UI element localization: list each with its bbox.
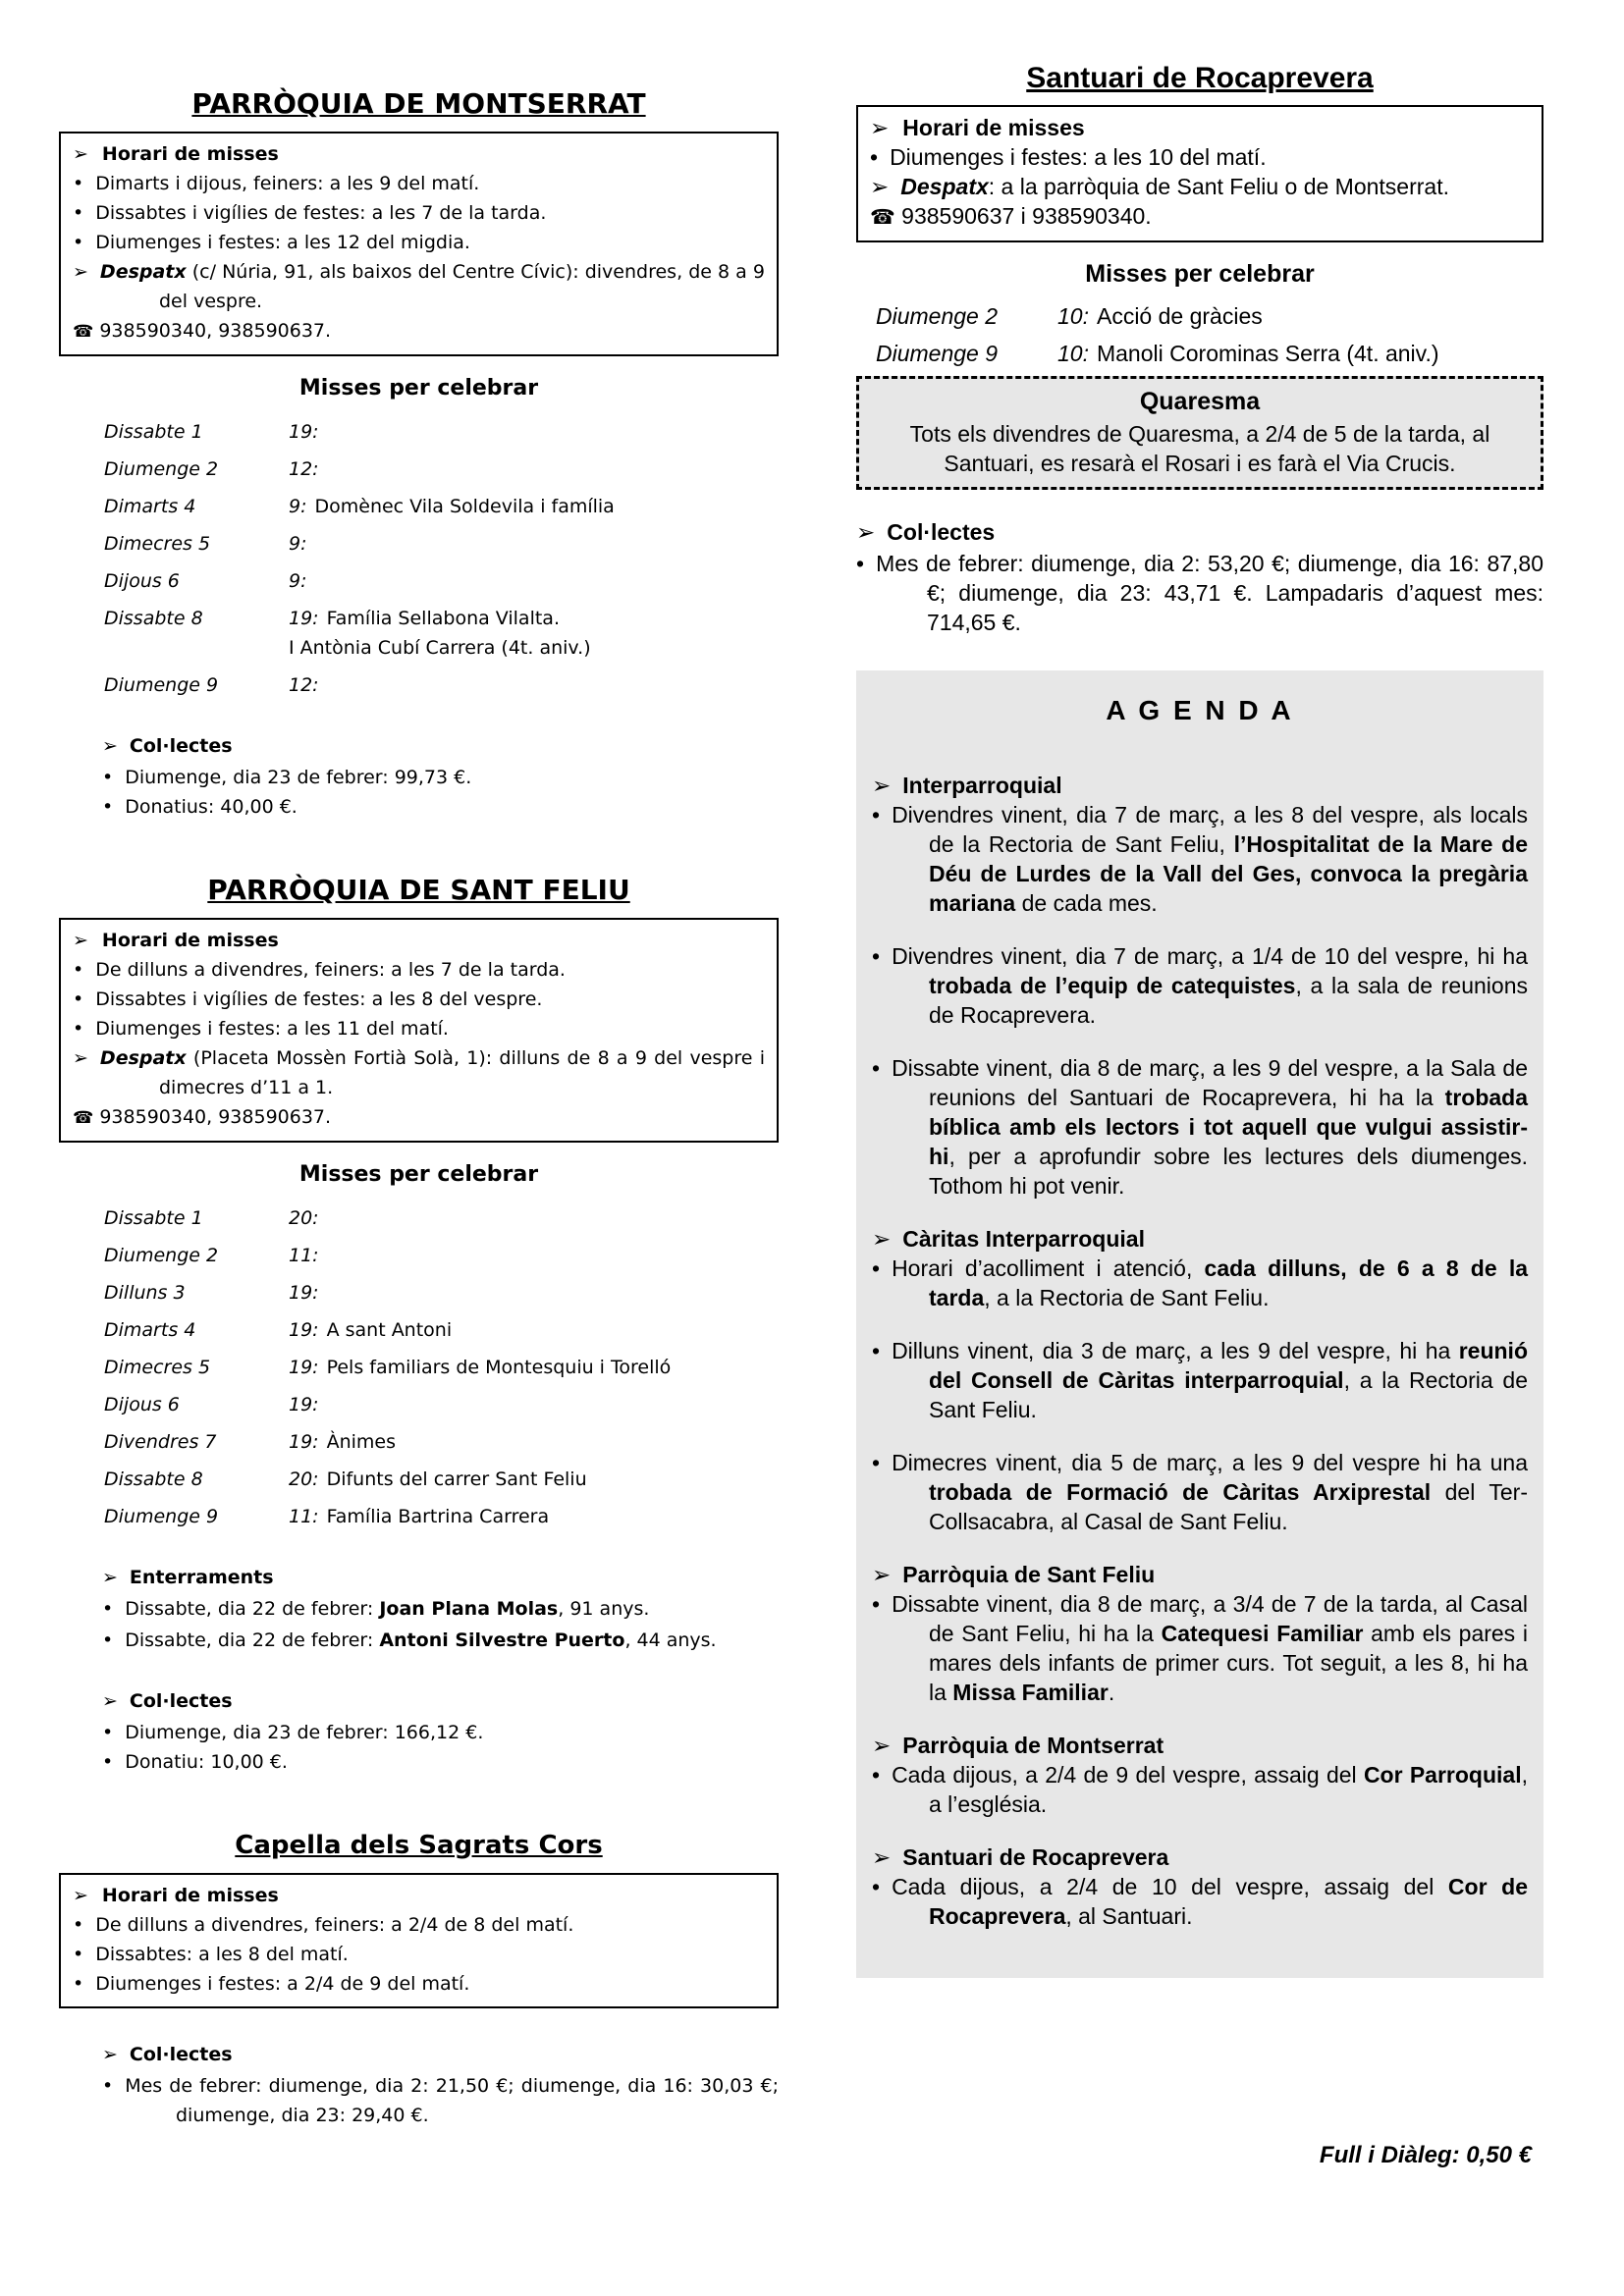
arrowhead-icon: ➢ [102,1690,118,1712]
collectes-section-sant-feliu [102,1686,779,1777]
horari-heading: Horari de misses [101,1885,279,1906]
mass-time: 20: [289,1207,319,1229]
horari-heading-line [73,139,765,169]
phone-line [870,201,1530,233]
agenda-item [872,1254,1528,1312]
mass-time: 19: [289,1431,319,1453]
left-column [59,84,779,2130]
mass-entry: 19: Família Sellabona Vilalta. I Antònia Cubí Carrera (4t. aniv.) [289,608,591,659]
section-parroquia-montserrat [59,84,779,822]
mass-day: Dissabte 1 [104,421,203,443]
agenda-item [872,1872,1528,1931]
bullet-icon: • [73,1018,84,1040]
mass-day: Dimarts 4 [104,496,196,517]
despatx-line [870,172,1530,201]
list-item [73,1014,765,1043]
arrowhead-icon: ➢ [856,519,876,545]
agenda-group-heading [872,1842,1528,1872]
mass-entry [289,454,779,484]
collectes-heading-line [102,1686,779,1716]
list-item-text: Dissabtes i vigílies de festes: a les 7 de la tarda. [95,202,547,224]
mass-time: 9: [289,533,307,555]
bullet-icon: • [102,1629,114,1651]
agenda-item [872,1589,1528,1707]
list-item-text: Diumenges i festes: a 2/4 de 9 del matí. [95,1973,470,1995]
mass-time: 9: [289,496,307,517]
mass-day: Dissabte 8 [104,1468,203,1490]
horari-heading: Horari de misses [101,930,279,951]
horari-heading-line [73,1881,765,1910]
collectes-section-rocaprevera [856,517,1543,637]
mass-row [104,1241,779,1270]
enterraments-heading-line [102,1563,779,1592]
list-item [102,1718,779,1747]
arrowhead-icon: ➢ [73,930,88,951]
collectes-list [102,763,779,822]
quaresma-box [856,376,1543,490]
arrowhead-icon: ➢ [872,1562,892,1587]
bullet-icon: • [872,1450,881,1475]
list-item [73,1940,765,1969]
list-item-text: De dilluns a divendres, feiners: a 2/4 de 8 del matí. [95,1914,574,1936]
list-item-text: Diumenges i festes: a les 11 del matí. [95,1018,449,1040]
mass-row [876,301,1543,331]
mass-entry [289,1203,779,1233]
mass-day: Dissabte 1 [104,1207,203,1229]
section-santuari-rocaprevera [856,59,1543,368]
collectes-heading-line [102,2040,779,2069]
agenda-item-text: Horari d’acolliment i atenció, cada dilluns, de 6 a 8 de la tarda, a la Rectoria de Sant Feliu. [892,1255,1528,1310]
list-item-text: Mes de febrer: diumenge, dia 2: 21,50 €; diumenge, dia 16: 30,03 €; diumenge, dia 23: 29,40 €. [125,2075,779,2126]
bullet-icon: • [102,2075,114,2097]
list-item [102,2071,779,2130]
bullet-icon: • [73,1944,84,1965]
mass-day: Dilluns 3 [104,1282,186,1304]
mass-day: Divendres 7 [104,1431,217,1453]
horari-list [73,955,765,1043]
mass-entry [289,1278,779,1308]
mass-time: 9: [289,570,307,592]
despatx-line [73,1043,765,1102]
horari-heading: Horari de misses [101,143,279,165]
agenda-item [872,1760,1528,1819]
arrowhead-icon: ➢ [102,735,118,757]
mass-entry: 20: Difunts del carrer Sant Feliu [289,1468,587,1490]
list-item [102,1747,779,1777]
list-item-text: Dissabte, dia 22 de febrer: Joan Plana Molas, 91 anys. [125,1598,650,1620]
quaresma-title: Quaresma [1139,388,1261,415]
mass-row [104,1203,779,1233]
bullet-icon: • [73,202,84,224]
collectes-heading: Col·lectes [887,519,996,545]
mass-day: Diumenge 9 [104,1506,219,1527]
list-item [73,169,765,198]
agenda-group-title: Parròquia de Sant Feliu [902,1562,1156,1587]
enterraments-list [102,1594,779,1655]
arrowhead-icon: ➢ [872,1226,892,1252]
list-item-text: Diumenges i festes: a les 10 del matí. [890,144,1267,170]
list-item-text: Dissabtes: a les 8 del matí. [95,1944,349,1965]
agenda-item-text: Dimecres vinent, dia 5 de març, a les 9 del vespre hi ha una trobada de Formació de Càritas Arxiprestal del Ter-Collsacabra, al Casal de Sant Feliu. [892,1450,1528,1534]
mass-row [104,1278,779,1308]
phone-icon: ☎ [73,322,94,342]
mass-time: 11: [289,1245,319,1266]
horari-box-montserrat [59,132,779,356]
collectes-heading-line [856,517,1543,547]
list-item-text: De dilluns a divendres, feiners: a les 7 de la tarda. [95,959,566,981]
collectes-list [102,2071,779,2130]
mass-row [104,1315,779,1345]
phone-numbers: 938590637 i 938590340. [901,203,1152,229]
mass-row [104,454,779,484]
section-title-capella: Capella dels Sagrats Cors [235,1831,603,1860]
list-item-text: Diumenge, dia 23 de febrer: 166,12 €. [125,1722,484,1743]
bullet-icon: • [872,802,881,828]
mass-day: Dissabte 8 [104,608,203,629]
mass-entry: 9: Domènec Vila Soldevila i família [289,496,615,517]
mass-time: 10: [1057,341,1089,366]
mass-row [104,1353,779,1382]
collectes-heading-line [102,731,779,761]
arrowhead-icon: ➢ [102,1567,118,1588]
list-item-text: Diumenge, dia 23 de febrer: 99,73 €. [125,767,472,788]
collectes-list [102,1718,779,1777]
horari-box-rocaprevera [856,105,1543,242]
phone-numbers: 938590340, 938590637. [99,1106,332,1128]
arrowhead-icon: ➢ [872,1733,892,1758]
list-item [73,985,765,1014]
list-item-text: Donatiu: 10,00 €. [125,1751,288,1773]
mass-day: Dijous 6 [104,1394,180,1415]
mass-time: 19: [289,1357,319,1378]
mass-time: 10: [1057,303,1089,329]
horari-list [73,169,765,257]
mass-entry: 19: Pels familiars de Montesquiu i Torelló [289,1357,672,1378]
collectes-section-montserrat [102,731,779,822]
mass-day: Diumenge 9 [876,341,999,366]
list-item-text: Donatius: 40,00 €. [125,796,298,818]
agenda-group-title: Interparroquial [902,773,1062,798]
arrowhead-icon: ➢ [872,1844,892,1870]
collectes-list [856,549,1543,637]
despatx-line [73,257,765,316]
bullet-icon: • [73,1973,84,1995]
masses-table-sant-feliu [104,1203,779,1531]
bullet-icon: • [73,173,84,194]
mass-row [104,1465,779,1494]
arrowhead-icon: ➢ [73,1047,88,1069]
mass-row [104,1427,779,1457]
list-item-text: Diumenges i festes: a les 12 del migdia. [95,232,470,253]
bullet-icon: • [102,796,114,818]
agenda-item [872,1053,1528,1201]
mass-day: Diumenge 2 [104,1245,219,1266]
list-item-text: Dissabte, dia 22 de febrer: Antoni Silvestre Puerto, 44 anys. [125,1629,717,1651]
list-item-text: Dissabtes i vigílies de festes: a les 8 del vespre. [95,988,543,1010]
mass-entry: 10: Acció de gràcies [1057,303,1263,329]
list-item [102,1594,779,1624]
bullet-icon: • [872,1762,881,1788]
bullet-icon: • [102,1598,114,1620]
bullet-icon: • [102,1751,114,1773]
right-column [856,59,1543,1978]
section-title-sant-feliu: PARRÒQUIA DE SANT FELIU [207,874,630,906]
agenda-group-title: Santuari de Rocaprevera [902,1844,1169,1870]
mass-row [104,417,779,447]
agenda-item-text: Cada dijous, a 2/4 de 10 del vespre, assaig del Cor de Rocaprevera, al Santuari. [892,1874,1528,1929]
agenda-title: A G E N D A [1106,695,1294,725]
despatx-text: Despatx (c/ Núria, 91, als baixos del Centre Cívic): divendres, de 8 a 9 del vespre. [99,261,765,312]
mass-day: Diumenge 9 [104,674,219,696]
arrowhead-icon: ➢ [73,1885,88,1906]
mass-entry [289,566,779,596]
mass-day: Dimarts 4 [104,1319,196,1341]
section-capella-sagrats-cors [59,1826,779,2130]
agenda-group-heading [872,1731,1528,1760]
footer-price: Full i Diàleg: 0,50 € [1319,2142,1532,2168]
list-item [73,228,765,257]
agenda-group-title: Parròquia de Montserrat [902,1733,1164,1758]
bullet-icon: • [102,767,114,788]
horari-heading-line [73,926,765,955]
mass-day: Diumenge 2 [104,458,219,480]
agenda-item-text: Divendres vinent, dia 7 de març, a les 8 del vespre, als locals de la Rectoria de Sant Feliu, l’Hospitalitat de la Mare de Déu de Lurdes de la Vall del Ges, convoca la pregària mariana de cada mes. [892,802,1528,916]
bullet-icon: • [872,1591,881,1617]
arrowhead-icon: ➢ [870,174,890,199]
mass-row [104,492,779,521]
agenda-group-heading [872,1560,1528,1589]
bullet-icon: • [73,1914,84,1936]
agenda-item-text: Dilluns vinent, dia 3 de març, a les 9 del vespre, hi ha reunió del Consell de Càritas interparroquial, a la Rectoria de Sant Feliu. [892,1338,1528,1422]
horari-box-capella [59,1873,779,2008]
mass-entry: 19: Ànimes [289,1431,396,1453]
mass-row [104,1390,779,1419]
enterraments-heading: Enterraments [129,1567,274,1588]
misses-heading: Misses per celebrar [1085,260,1315,288]
collectes-heading: Col·lectes [129,735,233,757]
mass-row [104,604,779,663]
list-item [73,1969,765,1999]
mass-time: 20: [289,1468,319,1490]
despatx-text: Despatx (Placeta Mossèn Fortià Solà, 1): dilluns de 8 a 9 del vespre i dimecres d’11 a 1. [99,1047,765,1098]
mass-time: 19: [289,1394,319,1415]
agenda-item-text: Cada dijous, a 2/4 de 9 del vespre, assaig del Cor Parroquial, a l’església. [892,1762,1528,1817]
agenda-item [872,1336,1528,1424]
agenda-box [856,670,1543,1978]
bullet-icon: • [872,1874,881,1899]
phone-line [73,316,765,347]
horari-heading-line [870,113,1530,142]
agenda-groups [872,771,1528,1931]
section-title-montserrat: PARRÒQUIA DE MONTSERRAT [191,87,646,120]
phone-line [73,1102,765,1133]
list-item-text: Dimarts i dijous, feiners: a les 9 del matí. [95,173,480,194]
bullet-icon: • [73,959,84,981]
agenda-item-text: Divendres vinent, dia 7 de març, a 1/4 de 10 del vespre, hi ha trobada de l’equip de catequistes, a la sala de reunions de Rocaprevera. [892,943,1528,1028]
phone-numbers: 938590340, 938590637. [99,320,332,342]
list-item [73,198,765,228]
mass-day: Dimecres 5 [104,1357,211,1378]
mass-day: Dimecres 5 [104,533,211,555]
bullet-icon: • [856,551,865,576]
horari-heading: Horari de misses [902,115,1085,140]
mass-time: 19: [289,1282,319,1304]
agenda-item-text: Dissabte vinent, dia 8 de març, a 3/4 de 7 de la tarda, al Casal de Sant Feliu, hi ha la Catequesi Familiar amb els pares i mares dels infants de primer curs. Tot seguit, a les 8, hi ha la Missa Familiar. [892,1591,1528,1705]
bullet-icon: • [872,1338,881,1363]
mass-time: 12: [289,674,319,696]
horari-list [870,142,1530,172]
mass-entry [289,417,779,447]
mass-row [104,566,779,596]
arrowhead-icon: ➢ [73,143,88,165]
mass-time: 12: [289,458,319,480]
bullet-icon: • [870,144,879,170]
agenda-item-text: Dissabte vinent, dia 8 de març, a les 9 del vespre, a la Sala de reunions del Santuari de Rocaprevera, hi ha la trobada bíblica amb els lectors i tot aquell que vulgui assistir-hi, per a aprofundir sobre les lectures dels diumenges. Tothom hi pot venir. [892,1055,1528,1199]
list-item [102,792,779,822]
agenda-group-title: Càritas Interparroquial [902,1226,1145,1252]
arrowhead-icon: ➢ [872,773,892,798]
mass-time: 19: [289,1319,319,1341]
collectes-heading: Col·lectes [129,1690,233,1712]
arrowhead-icon: ➢ [73,261,88,283]
collectes-heading: Col·lectes [129,2044,233,2065]
mass-row [104,1502,779,1531]
phone-icon: ☎ [870,206,895,229]
quaresma-body: Tots els divendres de Quaresma, a 2/4 de 5 de la tarda, al Santuari, es resarà el Rosari i es farà el Via Crucis. [909,421,1490,476]
agenda-group-heading [872,1224,1528,1254]
section-parroquia-sant-feliu [59,871,779,1777]
list-item [102,1626,779,1655]
arrowhead-icon: ➢ [870,115,890,140]
masses-table-rocaprevera [876,301,1543,368]
collectes-section-capella [102,2040,779,2130]
misses-heading: Misses per celebrar [298,376,539,400]
mass-time: 11: [289,1506,319,1527]
mass-entry [289,670,779,700]
mass-row [104,670,779,700]
horari-box-sant-feliu [59,918,779,1143]
agenda-item [872,800,1528,918]
mass-time: 19: [289,608,319,629]
list-item-text: Mes de febrer: diumenge, dia 2: 53,20 €; diumenge, dia 16: 87,80 €; diumenge, dia 23: 43,71 €. Lampadaris d’aquest mes: 714,65 €. [876,551,1543,635]
mass-row [876,339,1543,368]
mass-entry: 10: Manoli Corominas Serra (4t. aniv.) [1057,341,1439,366]
bullet-icon: • [73,232,84,253]
bullet-icon: • [872,1255,881,1281]
list-item [102,763,779,792]
list-item [856,549,1543,637]
mass-entry [289,1241,779,1270]
list-item [73,955,765,985]
mass-entry: 19: A sant Antoni [289,1319,453,1341]
enterraments-section [102,1563,779,1655]
mass-day: Dijous 6 [104,570,180,592]
horari-list [73,1910,765,1999]
mass-row [104,529,779,559]
bullet-icon: • [872,1055,881,1081]
bullet-icon: • [73,988,84,1010]
despatx-text: Despatx: a la parròquia de Sant Feliu o de Montserrat. [900,174,1449,199]
agenda-group-heading [872,771,1528,800]
mass-day: Diumenge 2 [876,303,999,329]
mass-entry [289,1390,779,1419]
arrowhead-icon: ➢ [102,2044,118,2065]
phone-icon: ☎ [73,1108,94,1128]
mass-time: 19: [289,421,319,443]
mass-entry: 11: Família Bartrina Carrera [289,1506,550,1527]
mass-entry [289,529,779,559]
masses-table-montserrat [104,417,779,700]
agenda-item [872,941,1528,1030]
list-item [73,1910,765,1940]
bullet-icon: • [872,943,881,969]
misses-heading: Misses per celebrar [298,1162,539,1187]
bullet-icon: • [102,1722,114,1743]
list-item [870,142,1530,172]
agenda-item [872,1448,1528,1536]
section-title-rocaprevera: Santuari de Rocaprevera [1026,62,1374,94]
